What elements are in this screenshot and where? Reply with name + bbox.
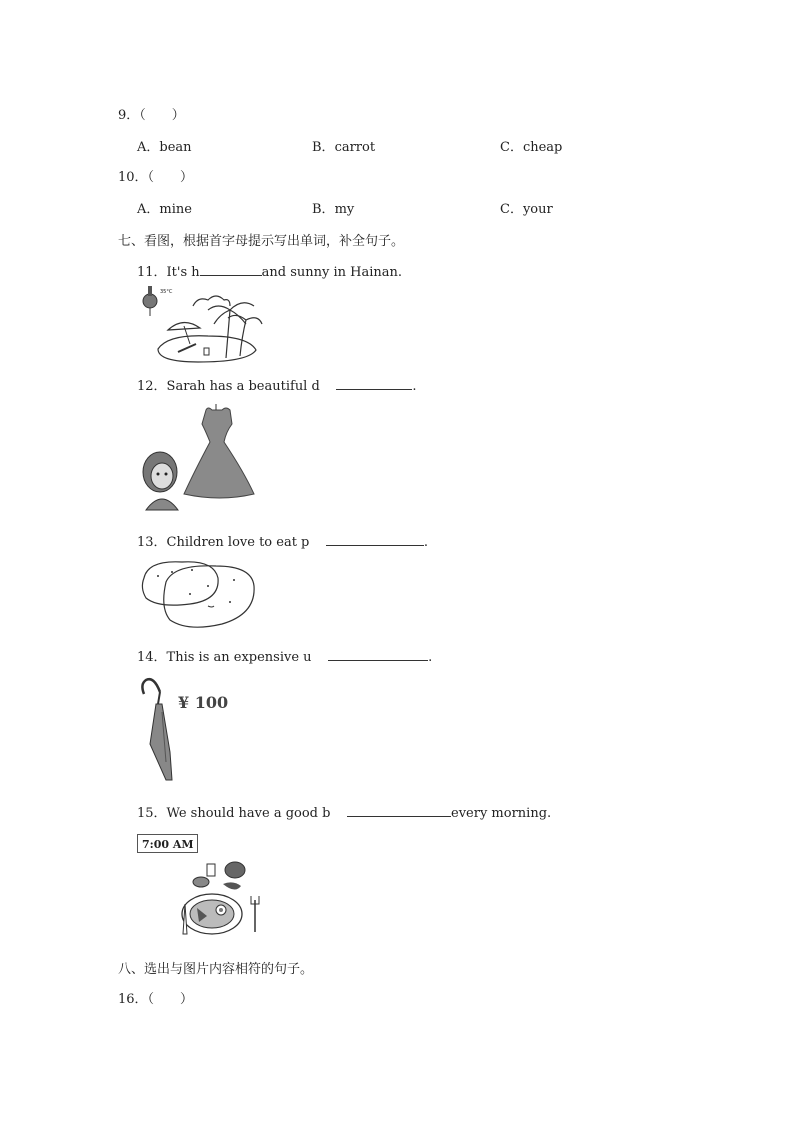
q10-option-c[interactable]	[500, 198, 553, 217]
option-letter: C．	[500, 140, 523, 155]
q11-text-before: It's h	[166, 265, 200, 280]
q15-text-after: every morning.	[451, 806, 552, 821]
q10-option-a[interactable]	[137, 198, 192, 217]
clock-time: 7:00 AM	[142, 838, 194, 851]
q13-text-before: Children love to eat p	[166, 535, 310, 550]
q11-answer-blank[interactable]	[200, 263, 262, 276]
q9-number: 9．	[118, 108, 140, 123]
umbrella-picture	[138, 672, 238, 788]
option-text: mine	[159, 202, 192, 217]
q15-answer-blank[interactable]	[347, 804, 451, 817]
potatoes-picture	[138, 558, 258, 634]
q13-number: 13．	[137, 535, 167, 550]
q9-option-b[interactable]	[312, 136, 375, 155]
q10-answer-paren[interactable]: （ ）	[147, 170, 194, 185]
q14-number: 14．	[137, 650, 167, 665]
q12-answer-blank[interactable]	[336, 377, 412, 390]
option-letter: B．	[312, 202, 335, 217]
q10-option-b[interactable]	[312, 198, 354, 217]
q13-text-after: .	[423, 535, 429, 550]
q10-number: 10．	[118, 170, 148, 185]
option-letter: A．	[137, 202, 160, 217]
q10-stem	[118, 166, 193, 185]
breakfast-picture	[137, 834, 267, 938]
q9-option-a[interactable]	[137, 136, 192, 155]
q13-sentence	[137, 531, 428, 550]
q11-number: 11．	[137, 265, 167, 280]
section-8-title: 八、选出与图片内容相符的句子。	[118, 962, 314, 977]
q15-number: 15．	[137, 806, 167, 821]
q14-text-before: This is an expensive u	[166, 650, 312, 665]
option-letter: C．	[500, 202, 523, 217]
price-tag: ¥ 100	[178, 693, 229, 712]
q12-text-after: .	[412, 379, 417, 394]
q11-sentence	[137, 261, 402, 280]
option-text: my	[334, 202, 355, 217]
q9-stem	[118, 104, 185, 123]
option-text: cheap	[522, 140, 563, 155]
q14-sentence	[137, 646, 432, 665]
q11-text-after: and sunny in Hainan.	[261, 265, 403, 280]
q15-sentence	[137, 802, 551, 821]
q15-text-before: We should have a good b	[166, 806, 331, 821]
q9-answer-paren[interactable]: （ ）	[139, 108, 185, 123]
option-text: bean	[159, 140, 192, 155]
section-7-title: 七、看图，根据首字母提示写出单词，补全句子。	[118, 234, 405, 249]
q16-stem	[118, 988, 193, 1007]
q14-text-after: .	[428, 650, 433, 665]
hot-beach-picture	[138, 284, 263, 364]
option-letter: A．	[137, 140, 160, 155]
q13-answer-blank[interactable]	[326, 533, 424, 546]
q16-answer-paren[interactable]: （ ）	[147, 992, 194, 1007]
option-text: your	[522, 202, 553, 217]
q12-sentence	[137, 375, 416, 394]
thermometer-icon	[143, 294, 157, 308]
dress-picture	[136, 402, 256, 512]
thermometer-reading: 35°C	[160, 289, 173, 295]
option-text: carrot	[334, 140, 376, 155]
q16-number: 16．	[118, 992, 148, 1007]
q9-option-c[interactable]	[500, 136, 562, 155]
q12-number: 12．	[137, 379, 167, 394]
option-letter: B．	[312, 140, 335, 155]
q12-text-before: Sarah has a beautiful d	[166, 379, 320, 394]
q14-answer-blank[interactable]	[328, 648, 428, 661]
